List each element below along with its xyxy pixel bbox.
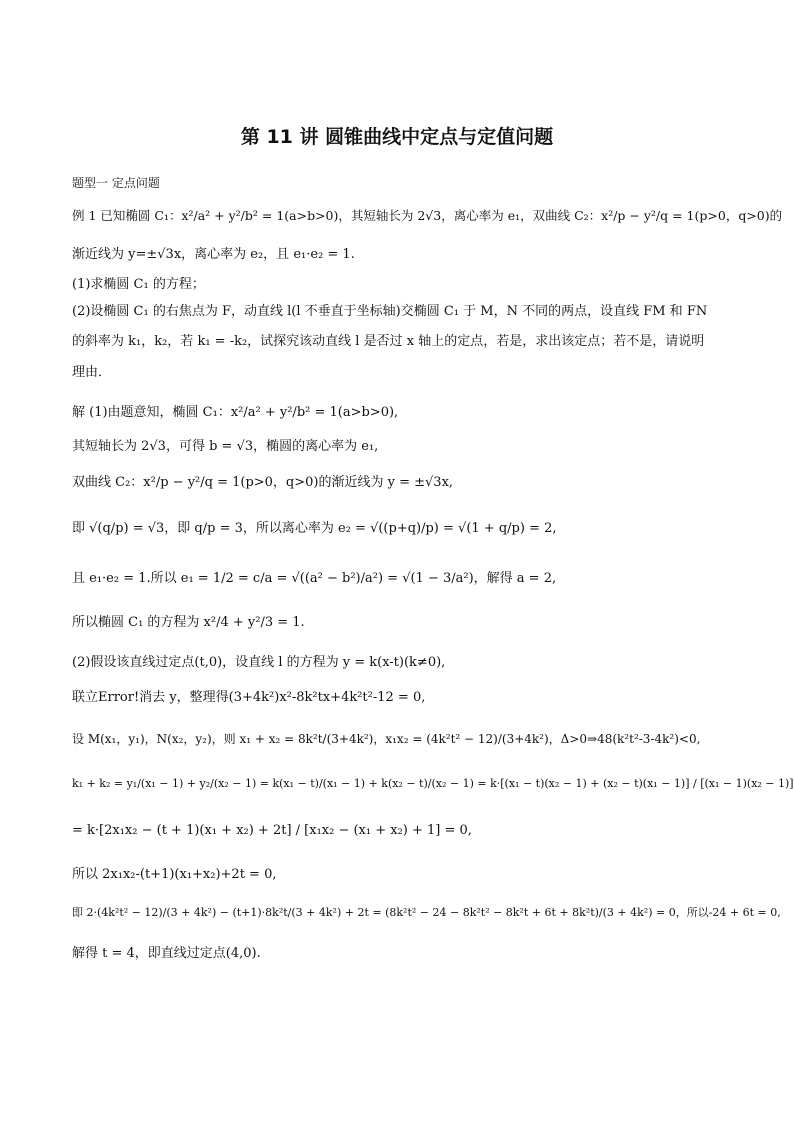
example-line-3: (1)求椭圆 C₁ 的方程；	[72, 277, 205, 292]
solution-line-6: 所以椭圆 C₁ 的方程为 x²/4 + y²/3 = 1.	[72, 615, 305, 630]
solution-line-11: = k·[2x₁x₂ − (t + 1)(x₁ + x₂) + 2t] / [x₁x₂ − (x₁ + x₂) + 1] = 0,	[72, 823, 472, 838]
solution-line-9: 设 M(x₁，y₁)，N(x₂，y₂)，则 x₁ + x₂ = 8k²t/(3+4k²)，x₁x₂ = (4k²t² − 12)/(3+4k²)，Δ>0⇒48(k²t²-3-4k²)<0,	[72, 732, 701, 746]
solution-line-13: 即 2·(4k²t² − 12)/(3 + 4k²) − (t+1)·8k²t/(3 + 4k²) + 2t = (8k²t² − 24 − 8k²t² − 8k²t + 6t + 8k²t)/(3 + 4k²) = 0，所以-24 + 6t = 0,	[72, 906, 781, 919]
solution-line-10: k₁ + k₂ = y₁/(x₁ − 1) + y₂/(x₂ − 1) = k(x₁ − t)/(x₁ − 1) + k(x₂ − t)/(x₂ − 1) = k·[(x₁ − t)(x₂ − 1) + (x₂ − t)(x₁ − 1)] / [(x₁ − 1)(x₂ − 1)]	[72, 777, 794, 790]
example-line-4: (2)设椭圆 C₁ 的右焦点为 F，动直线 l(l 不垂直于坐标轴)交椭圆 C₁ 于 M，N 不同的两点，设直线 FM 和 FN	[72, 304, 708, 319]
solution-line-1: 解 (1)由题意知，椭圆 C₁：x²/a² + y²/b² = 1(a>b>0),	[72, 405, 399, 420]
solution-line-8-text: 联立Error!消去 y，整理得(3+4k²)x²-8k²tx+4k²t²-12 = 0,	[72, 690, 426, 705]
example-line-2: 渐近线为 y=±√3x，离心率为 e₂，且 e₁·e₂ = 1.	[72, 247, 355, 262]
solution-line-7: (2)假设该直线过定点(t,0)，设直线 l 的方程为 y = k(x-t)(k≠0),	[72, 655, 446, 670]
example-line-1	[72, 207, 783, 226]
solution-line-8	[72, 689, 734, 707]
example-line-5: 的斜率为 k₁，k₂，若 k₁ = -k₂，试探究该动直线 l 是否过 x 轴上的定点，若是，求出该定点；若不是，请说明	[72, 334, 705, 349]
solution-line-3: 双曲线 C₂：x²/p − y²/q = 1(p>0，q>0)的渐近线为 y = ±√3x,	[72, 475, 454, 490]
problem-text: 例 1 已知椭圆 C₁：x²/a² + y²/b² = 1(a>b>0)，其短轴长为 2√3，离心率为 e₁，双曲线 C₂：x²/p − y²/q = 1(p>0，q>0)的	[72, 208, 783, 223]
section-label: 题型一 定点问题	[72, 176, 160, 190]
page-title: 第 11 讲 圆锥曲线中定点与定值问题	[240, 126, 554, 148]
solution-line-12: 所以 2x₁x₂-(t+1)(x₁+x₂)+2t = 0,	[72, 867, 277, 882]
solution-line-14: 解得 t = 4，即直线过定点(4,0).	[72, 946, 261, 961]
example-line-6: 理由．	[72, 365, 112, 380]
solution-line-2: 其短轴长为 2√3，可得 b = √3，椭圆的离心率为 e₁,	[72, 439, 379, 454]
solution-line-5: 且 e₁·e₂ = 1.所以 e₁ = 1/2 = c/a = √((a² − b²)/a²) = √(1 − 3/a²)，解得 a = 2,	[72, 571, 557, 586]
solution-line-4: 即 √(q/p) = √3，即 q/p = 3，所以离心率为 e₂ = √((p+q)/p) = √(1 + q/p) = 2,	[72, 521, 557, 536]
